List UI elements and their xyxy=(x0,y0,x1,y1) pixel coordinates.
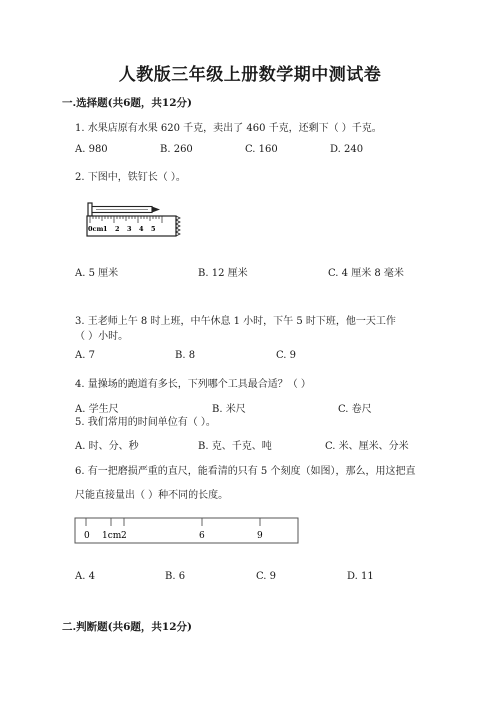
q6-option-a: A. 4 xyxy=(75,571,95,582)
q1-option-b: B. 260 xyxy=(160,144,193,155)
question-5: 5. 我们常用的时间单位有（ ）。 xyxy=(75,417,216,428)
q3-option-a: A. 7 xyxy=(75,350,95,361)
question-2: 2. 下图中，铁钉长（ ）。 xyxy=(75,172,186,183)
worn-ruler-label-0: 0 xyxy=(84,531,90,541)
q5-option-a: A. 时、分、秒 xyxy=(75,441,139,452)
question-1: 1. 水果店原有水果 620 千克，卖出了 460 千克，还剩下（ ）千克。 xyxy=(75,123,382,134)
q2-option-c: C. 4 厘米 8 毫米 xyxy=(328,268,404,279)
nail-icon xyxy=(88,203,160,216)
q4-option-b: B. 米尺 xyxy=(212,404,246,415)
question-6-line-2: 尺能直接量出（ ）种不同的长度。 xyxy=(75,490,229,501)
q2-option-b: B. 12 厘米 xyxy=(198,268,248,279)
worn-ruler-label-1cm: 1cm xyxy=(102,531,122,541)
q6-option-b: B. 6 xyxy=(165,571,186,582)
ruler-label-4: 4 xyxy=(139,225,144,233)
q6-option-d: D. 11 xyxy=(347,571,374,582)
q2-option-a: A. 5 厘米 xyxy=(75,268,119,279)
section-heading-choice: 一.选择题(共6题，共12分) xyxy=(62,97,193,109)
q5-option-b: B. 克、千克、吨 xyxy=(198,441,272,452)
q3-option-c: C. 9 xyxy=(276,350,297,361)
page-title: 人教版三年级上册数学期中测试卷 xyxy=(118,65,382,85)
ruler-label-3: 3 xyxy=(127,225,132,233)
worn-ruler-label-2: 2 xyxy=(121,531,127,541)
section-heading-judgement: 二.判断题(共6题，共12分) xyxy=(62,621,193,633)
question-4: 4. 量操场的跑道有多长，下列哪个工具最合适？（ ） xyxy=(75,379,311,390)
q5-option-c: C. 米、厘米、分米 xyxy=(325,441,409,452)
ruler xyxy=(87,216,180,236)
question-3-line-2: （ ）小时。 xyxy=(75,331,129,342)
q1-option-d: D. 240 xyxy=(330,144,364,155)
ruler-label-1: 1 xyxy=(103,225,108,233)
ruler-label-2: 2 xyxy=(115,225,120,233)
worn-ruler-label-9: 9 xyxy=(257,531,263,541)
q4-option-a: A. 学生尺 xyxy=(75,404,119,415)
q4-option-c: C. 卷尺 xyxy=(338,404,372,415)
ruler-label-5: 5 xyxy=(151,225,156,233)
ruler-label-0: 0cm xyxy=(88,225,104,233)
question-6-line-1: 6. 有一把磨损严重的直尺，能看清的只有 5 个刻度（如图），那么，用这把直 xyxy=(75,466,416,477)
q6-option-c: C. 9 xyxy=(256,571,277,582)
question-3-line-1: 3. 王老师上午 8 时上班，中午休息 1 小时，下午 5 时下班，他一天工作 xyxy=(75,316,396,327)
q1-option-c: C. 160 xyxy=(245,144,278,155)
worn-ruler-label-6: 6 xyxy=(199,531,205,541)
nail-ruler-figure xyxy=(84,198,184,240)
q3-option-b: B. 8 xyxy=(175,350,196,361)
worn-ruler-figure xyxy=(74,517,300,545)
q1-option-a: A. 980 xyxy=(75,144,108,155)
